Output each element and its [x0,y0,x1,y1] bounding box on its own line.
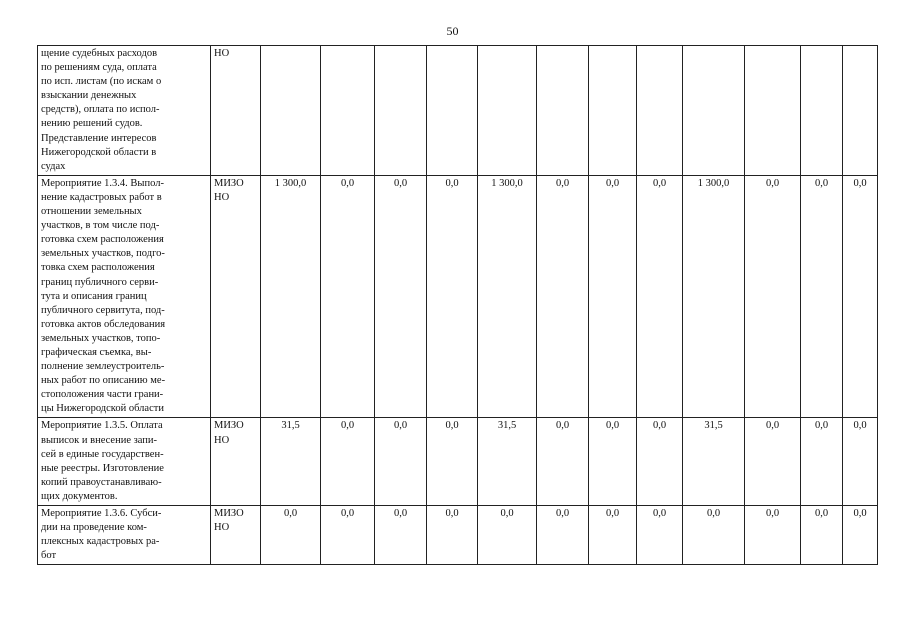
value-cell: 0,0 [427,418,478,506]
description-line: взыскании денежных [41,90,137,102]
value-cell: 0,0 [801,418,843,506]
activity-description [38,418,211,506]
description-line: бот [41,550,57,562]
table-body [38,46,878,565]
description-line: Мероприятие 1.3.6. Субси- [41,508,162,519]
executor-cell [211,506,261,565]
value-cell: 0,0 [637,506,683,565]
executor-cell [211,175,261,418]
value-cell [801,46,843,176]
value-cell: 0,0 [745,506,801,565]
value-cell: 0,0 [843,418,878,506]
description-line: плексных кадастровых ра- [41,536,160,548]
value-cell: 31,5 [478,418,537,506]
value-cell [745,46,801,176]
value-cell: 0,0 [478,506,537,565]
executor-cell [211,418,261,506]
value-cell: 0,0 [375,175,427,418]
table-row [38,175,878,418]
page-number: 50 [446,24,459,38]
value-cell: 0,0 [637,418,683,506]
value-cell: 0,0 [537,506,589,565]
description-line: нение кадастровых работ в [41,191,162,203]
value-cell: 0,0 [745,418,801,506]
description-line: нению решений судов. [41,118,143,130]
table-row [38,506,878,565]
budget-table [37,45,878,565]
value-cell: 0,0 [321,506,375,565]
value-cell [589,46,637,176]
activity-description [38,46,211,176]
value-cell: 0,0 [427,506,478,565]
value-cell: 31,5 [261,418,321,506]
value-cell: 31,5 [683,418,745,506]
description-line: сей в единые государствен- [41,448,164,460]
value-cell [427,46,478,176]
activity-description [38,506,211,565]
description-line: Представление интересов [41,132,157,144]
description-line: Нижегородской области в [41,146,157,158]
value-cell: 1 300,0 [261,175,321,418]
value-cell [843,46,878,176]
value-cell [637,46,683,176]
description-line: стоположения части грани- [41,389,164,401]
description-line: судах [41,160,66,172]
value-cell: 0,0 [801,175,843,418]
value-cell: 1 300,0 [683,175,745,418]
value-cell [375,46,427,176]
value-cell [321,46,375,176]
value-cell [261,46,321,176]
executor-line: НО [214,434,230,446]
value-cell: 0,0 [637,175,683,418]
executor-line: НО [214,522,230,534]
description-line: копий правоустанавливаю- [41,476,162,488]
description-line: тута и описания границ [41,290,147,302]
description-line: земельных участков, топо- [41,332,161,344]
description-line: полнение землеустроитель- [41,361,165,373]
value-cell: 0,0 [427,175,478,418]
value-cell: 0,0 [375,506,427,565]
description-line: Мероприятие 1.3.4. Выпол- [41,177,164,189]
description-line: графическая съемка, вы- [41,346,152,358]
value-cell: 0,0 [745,175,801,418]
value-cell: 0,0 [843,175,878,418]
description-line: дии на проведение ком- [41,522,147,534]
executor-line: НО [214,48,230,59]
value-cell: 1 300,0 [478,175,537,418]
description-line: по исп. листам (по искам о [41,76,162,88]
description-line: ные реестры. Изготовление [41,462,164,474]
value-cell: 0,0 [589,506,637,565]
description-line: выписок и внесение запи- [41,434,158,446]
value-cell: 0,0 [321,175,375,418]
description-line: готовка актов обследования [41,318,166,330]
description-line: товка схем расположения [41,262,155,274]
table-row [38,46,878,176]
value-cell: 0,0 [801,506,843,565]
description-line: границ публичного серви- [41,276,159,288]
value-cell: 0,0 [843,506,878,565]
value-cell: 0,0 [321,418,375,506]
description-line: ных работ по описанию ме- [41,375,166,387]
value-cell: 0,0 [589,175,637,418]
value-cell: 0,0 [589,418,637,506]
executor-line: НО [214,191,230,203]
description-line: цы Нижегородской области [41,403,164,415]
executor-line: МИЗО [214,177,244,189]
description-line: готовка схем расположения [41,234,164,246]
description-line: щих документов. [41,490,118,502]
value-cell [683,46,745,176]
value-cell: 0,0 [375,418,427,506]
value-cell: 0,0 [537,418,589,506]
executor-line: МИЗО [214,420,244,432]
description-line: средств), оплата по испол- [41,104,160,116]
description-line: участков, в том числе под- [41,220,160,232]
executor-line: МИЗО [214,508,244,519]
value-cell [537,46,589,176]
value-cell [478,46,537,176]
description-line: Мероприятие 1.3.5. Оплата [41,420,163,432]
value-cell: 0,0 [261,506,321,565]
table-row [38,418,878,506]
description-line: земельных участков, подго- [41,248,165,260]
executor-cell [211,46,261,176]
activity-description [38,175,211,418]
description-line: по решениям суда, оплата [41,62,157,74]
value-cell: 0,0 [683,506,745,565]
description-line: отношении земельных [41,206,142,218]
description-line: публичного сервитута, под- [41,304,165,316]
value-cell: 0,0 [537,175,589,418]
description-line: щение судебных расходов [41,48,158,59]
